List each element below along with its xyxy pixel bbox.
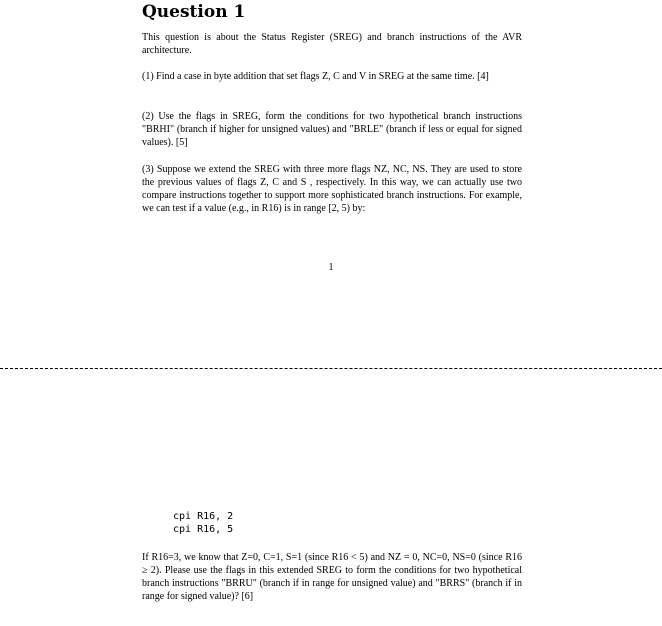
question-part-3: (3) Suppose we extend the SREG with three more flags NZ, NC, NS. They are used to store the previous values of flags Z, C and S , respectively. In this way, we can actually use two compare instructions together to support more sophisticated branch instructions. For example, we can test if a value (e.g., in R16) is in range [2, 5) by:: [142, 164, 522, 214]
question-part-3-continued: If R16=3, we know that Z=0, C=1, S=1 (since R16 < 5) and NZ = 0, NC=0, NS=0 (since R16 ≥ 2). Please use the flags in this extended SREG to form the conditions for two hypothetical branch instructions "BRRU" (branch if in range for unsigned value) and "BRRS" (branch if in range for signed value)? [6]: [142, 552, 522, 602]
code-line: cpi R16, 5: [173, 524, 234, 535]
question-intro: This question is about the Status Register (SREG) and branch instructions of the AVR architecture.: [142, 32, 522, 56]
page-number: 1: [328, 262, 334, 273]
question-part-2: (2) Use the flags in SREG, form the conditions for two hypothetical branch instructions "BRHI" (branch if higher for unsigned values) and "BRLE" (branch if less or equal for signed values). [5]: [142, 111, 522, 148]
page-break-divider: [0, 368, 662, 369]
question-title: Question 1: [142, 2, 246, 22]
question-part-1: (1) Find a case in byte addition that set flags Z, C and V in SREG at the same time. [4]: [142, 71, 489, 82]
code-block: [173, 510, 233, 536]
code-line: cpi R16, 2: [173, 511, 234, 522]
